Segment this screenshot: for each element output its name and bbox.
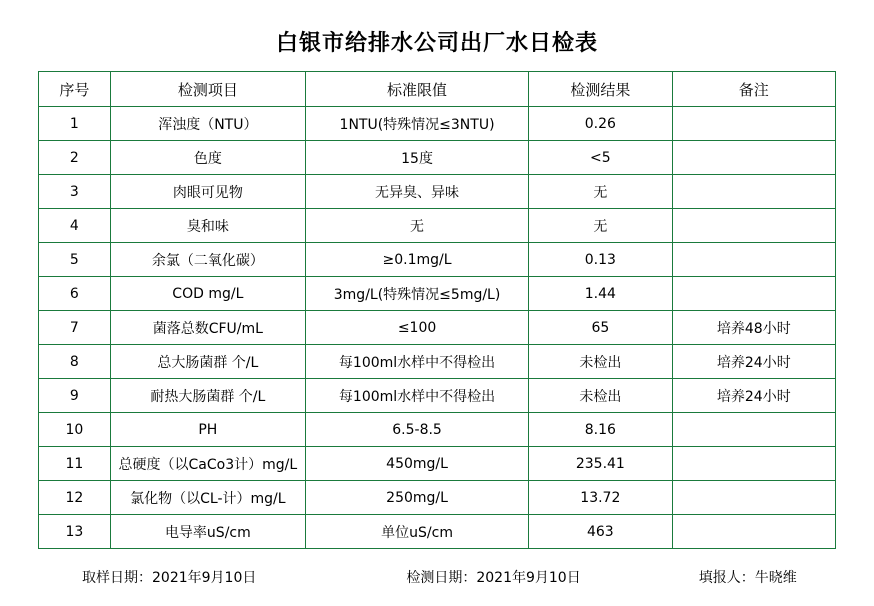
table-row [39, 141, 836, 175]
table-body [39, 107, 836, 549]
column-header-note: 备注 [672, 72, 835, 107]
cell-result: 463 [529, 515, 672, 549]
cell-note [672, 141, 835, 175]
cell-limit: 每100ml水样中不得检出 [305, 379, 528, 413]
cell-no: 8 [39, 345, 111, 379]
cell-no: 12 [39, 481, 111, 515]
cell-limit: 15度 [305, 141, 528, 175]
table-header [39, 72, 836, 107]
cell-note [672, 243, 835, 277]
cell-limit: 1NTU(特殊情况≤3NTU) [305, 107, 528, 141]
cell-item: COD mg/L [110, 277, 305, 311]
sample-date-value: 2021年9月10日 [152, 570, 257, 586]
cell-result: 1.44 [529, 277, 672, 311]
cell-limit: 单位uS/cm [305, 515, 528, 549]
cell-result: 无 [529, 209, 672, 243]
cell-result: 8.16 [529, 413, 672, 447]
filler-value: 牛晓维 [754, 570, 797, 586]
cell-note [672, 447, 835, 481]
cell-note [672, 481, 835, 515]
cell-limit: 6.5-8.5 [305, 413, 528, 447]
table-row [39, 345, 836, 379]
report-footer [0, 549, 874, 587]
table-row [39, 107, 836, 141]
cell-limit: 无异臭、异味 [305, 175, 528, 209]
cell-limit: 3mg/L(特殊情况≤5mg/L) [305, 277, 528, 311]
cell-no: 9 [39, 379, 111, 413]
cell-item: 菌落总数CFU/mL [110, 311, 305, 345]
table-row [39, 243, 836, 277]
cell-no: 11 [39, 447, 111, 481]
column-header-limit: 标准限值 [305, 72, 528, 107]
table-row [39, 447, 836, 481]
table-row [39, 209, 836, 243]
page-title: 白银市给排水公司出厂水日检表 [275, 31, 598, 56]
cell-no: 5 [39, 243, 111, 277]
cell-result: 未检出 [529, 345, 672, 379]
cell-result: 0.26 [529, 107, 672, 141]
table-header-row [39, 72, 836, 107]
cell-item: 色度 [110, 141, 305, 175]
cell-result: 235.41 [529, 447, 672, 481]
cell-note: 培养24小时 [672, 379, 835, 413]
cell-limit: ≥0.1mg/L [305, 243, 528, 277]
test-date-value: 2021年9月10日 [476, 570, 581, 586]
cell-item: 总硬度（以CaCo3计）mg/L [110, 447, 305, 481]
cell-item: 耐热大肠菌群 个/L [110, 379, 305, 413]
sample-date-label: 取样日期： [82, 570, 152, 586]
cell-note: 培养24小时 [672, 345, 835, 379]
cell-no: 1 [39, 107, 111, 141]
table-row [39, 175, 836, 209]
test-date-label: 检测日期： [406, 570, 477, 586]
cell-item: 总大肠菌群 个/L [110, 345, 305, 379]
cell-note [672, 413, 835, 447]
cell-result: 13.72 [529, 481, 672, 515]
cell-no: 13 [39, 515, 111, 549]
table-row [39, 311, 836, 345]
cell-limit: 450mg/L [305, 447, 528, 481]
cell-no: 7 [39, 311, 111, 345]
water-quality-table [38, 71, 836, 549]
cell-no: 10 [39, 413, 111, 447]
cell-note [672, 209, 835, 243]
column-header-result: 检测结果 [529, 72, 672, 107]
column-header-item: 检测项目 [110, 72, 305, 107]
cell-limit: ≤100 [305, 311, 528, 345]
cell-limit: 无 [305, 209, 528, 243]
cell-no: 2 [39, 141, 111, 175]
cell-item: PH [110, 413, 305, 447]
cell-no: 4 [39, 209, 111, 243]
table-row [39, 413, 836, 447]
cell-item: 臭和味 [110, 209, 305, 243]
table-row [39, 277, 836, 311]
cell-item: 氯化物（以CL-计）mg/L [110, 481, 305, 515]
column-header-no: 序号 [39, 72, 111, 107]
cell-note [672, 277, 835, 311]
cell-result: 未检出 [529, 379, 672, 413]
cell-no: 6 [39, 277, 111, 311]
cell-item: 浑浊度（NTU） [110, 107, 305, 141]
cell-note [672, 175, 835, 209]
cell-limit: 每100ml水样中不得检出 [305, 345, 528, 379]
table-row [39, 481, 836, 515]
cell-note [672, 515, 835, 549]
report-table-container [0, 71, 874, 549]
filler-label: 填报人： [698, 570, 755, 586]
cell-item: 余氯（二氧化碳） [110, 243, 305, 277]
table-row [39, 379, 836, 413]
cell-result: 无 [529, 175, 672, 209]
cell-item: 电导率uS/cm [110, 515, 305, 549]
cell-item: 肉眼可见物 [110, 175, 305, 209]
table-row [39, 515, 836, 549]
cell-result: 0.13 [529, 243, 672, 277]
cell-no: 3 [39, 175, 111, 209]
cell-result: <5 [529, 141, 672, 175]
cell-limit: 250mg/L [305, 481, 528, 515]
cell-note: 培养48小时 [672, 311, 835, 345]
cell-result: 65 [529, 311, 672, 345]
cell-note [672, 107, 835, 141]
